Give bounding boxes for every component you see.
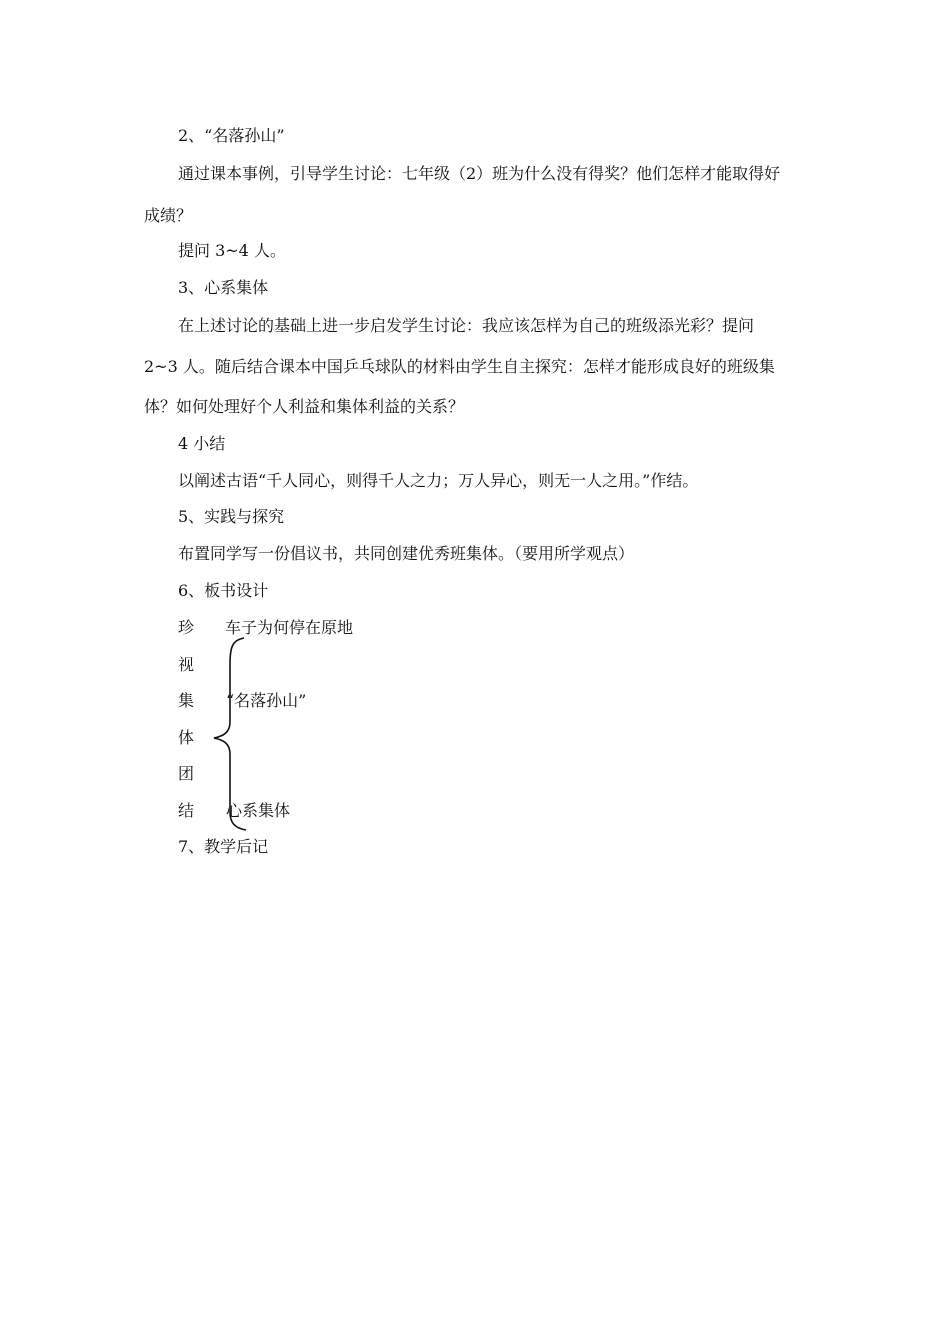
section-3-paragraph-line-2: 2~3 人。随后结合课本中国乒乓球队的材料由学生自主探究：怎样才能形成良好的班级集 xyxy=(144,357,775,376)
board-item-collective: 心系集体 xyxy=(226,801,291,820)
board-vertical-char: 视 xyxy=(178,655,195,674)
section-3-title: 3、心系集体 xyxy=(178,278,269,297)
section-2-paragraph-line-2: 成绩？ xyxy=(144,206,193,225)
board-item-car: 车子为何停在原地 xyxy=(225,618,354,637)
board-item-fail: “名落孙山” xyxy=(226,691,307,710)
section-2-title: 2、“名落孙山” xyxy=(178,126,285,145)
section-7-title: 7、教学后记 xyxy=(178,837,269,856)
board-vertical-char: 体 xyxy=(178,728,195,747)
board-vertical-char: 结 xyxy=(178,801,195,820)
section-5-paragraph: 布置同学写一份倡议书，共同创建优秀班集体。（要用所学观点） xyxy=(178,544,635,563)
board-vertical-char: 珍 xyxy=(178,618,195,637)
board-vertical-char: 集 xyxy=(178,691,195,710)
section-4-title: 4 小结 xyxy=(178,434,226,453)
section-5-title: 5、实践与探究 xyxy=(178,507,285,526)
section-2-question-count: 提问 3~4 人。 xyxy=(178,241,286,260)
section-3-paragraph-line-3: 体？如何处理好个人利益和集体利益的关系？ xyxy=(144,397,465,416)
section-4-paragraph: 以阐述古语“千人同心，则得千人之力；万人异心，则无一人之用。”作结。 xyxy=(178,471,699,490)
section-2-paragraph-line-1: 通过课本事例，引导学生讨论：七年级（2）班为什么没有得奖？他们怎样才能取得好 xyxy=(178,164,781,183)
section-6-title: 6、板书设计 xyxy=(178,581,269,600)
section-3-paragraph-line-1: 在上述讨论的基础上进一步启发学生讨论：我应该怎样为自己的班级添光彩？提问 xyxy=(178,316,755,335)
board-vertical-char: 团 xyxy=(178,764,195,783)
